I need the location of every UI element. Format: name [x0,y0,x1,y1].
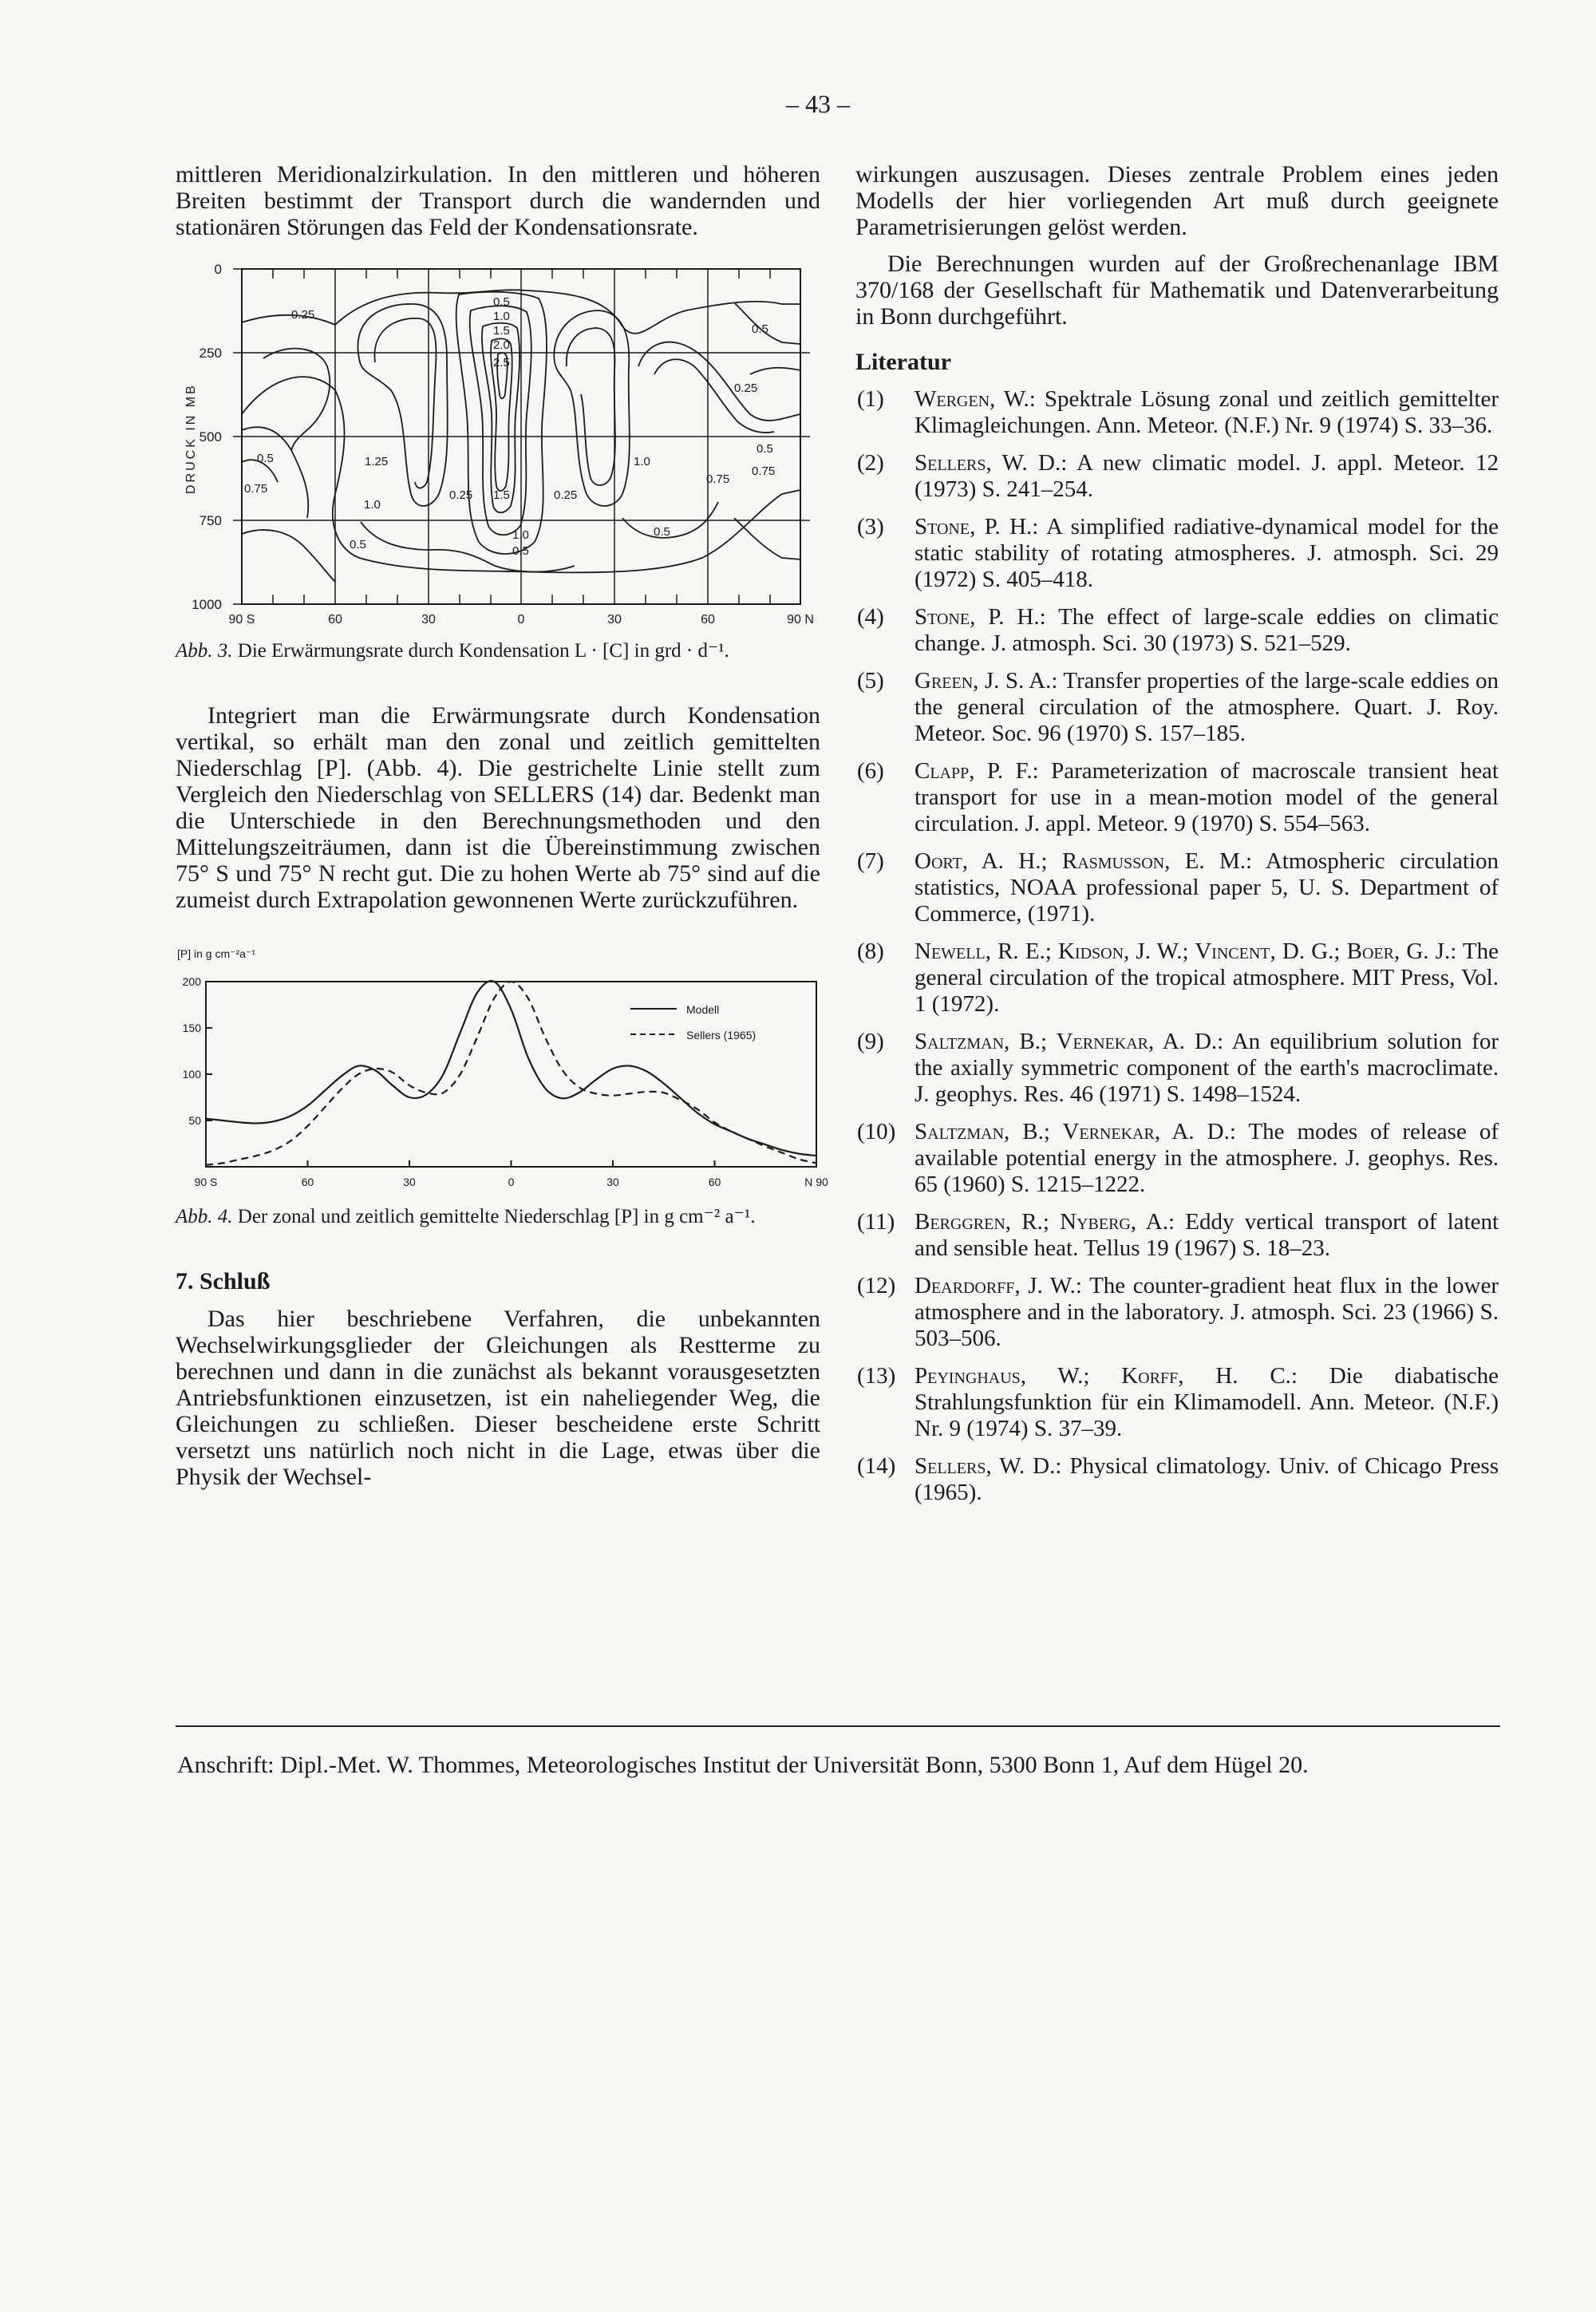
reference-number: (7) [857,848,884,874]
contour-label: 0.75 [706,472,730,486]
reference-text: Die diabatische Strahlungsfunktion für ein Klimamodell. Ann. Meteor. (N.F.) Nr. 9 (1974) S. 37–39. [915,1363,1499,1441]
y-tick-label: 500 [199,429,222,445]
reference-number: (6) [857,758,884,784]
legend-label: Modell [686,1003,720,1016]
reference-text: The counter-gradient heat flux in the lower atmosphere and in the laboratory. J. atmosph. Sci. 23 (1966) S. 503–506. [915,1273,1499,1351]
reference-text: The general circulation of the tropical atmosphere. MIT Press, Vol. 1 (1972). [915,939,1499,1017]
reference-text: The effect of large-scale eddies on climatic change. J. atmosph. Sci. 30 (1973) S. 521–529. [915,604,1499,656]
reference-list [855,386,1499,1506]
contour-label: 0.75 [752,464,776,478]
reference-item [855,514,1499,593]
caption-label: Abb. 4. [176,1206,233,1227]
contour-label: 1.5 [493,324,510,338]
reference-author: Oort, A. H.; Rasmusson, E. M.: [915,848,1253,874]
reference-number: (5) [857,668,884,694]
y-tick-label: 150 [182,1022,201,1034]
reference-item [855,1209,1499,1262]
x-tick-label: 0 [517,613,525,626]
reference-author: Newell, R. E.; Kidson, J. W.; Vincent, D. G.; Boer, G. J.: [915,939,1457,964]
reference-author: Saltzman, B.; Vernekar, A. D.: [915,1029,1224,1054]
contour-label: 2.0 [493,338,510,352]
reference-text: An equilibrium solution for the axially symmetric component of the earth's macroclimate. J. geophys. Res. 46 (1971) S. 1498–1524. [915,1029,1499,1107]
contour-label: 0.75 [244,482,268,496]
x-tick-label: 60 [328,613,342,626]
y-tick-label: 200 [182,975,201,988]
figure-4-caption [176,1206,820,1228]
reference-author: Saltzman, B.; Vernekar, A. D.: [915,1119,1236,1144]
reference-number: (11) [857,1209,895,1235]
reference-text: The modes of release of available potential energy in the atmosphere. J. geophys. Res. 65 (1960) S. 1215–1222. [915,1119,1499,1197]
figure-3 [176,255,820,662]
y-tick-label: 100 [182,1068,201,1081]
x-tick-label: 90 N [787,613,814,626]
reference-item [855,450,1499,503]
reference-number: (8) [857,939,884,964]
paragraph: Die Berechnungen wurden auf der Großrechenanlage IBM 370/168 der Gesellschaft für Mathematik und Datenverarbeitung in Bonn durchgeführt. [855,251,1499,330]
reference-item [855,1273,1499,1352]
y-tick-label: 250 [199,346,222,361]
x-tick-label: 30 [606,1176,619,1188]
reference-author: Sellers, W. D.: [915,450,1068,476]
reference-number: (4) [857,604,884,630]
reference-text: Transfer properties of the large-scale eddies on the general circulation of the atmosphere. Quart. J. Roy. Meteor. Soc. 96 (1970) S. 157–185. [915,668,1499,746]
caption-label: Abb. 3. [176,640,233,662]
y-tick-label: 50 [188,1114,201,1127]
contour-label: 0.5 [493,295,510,309]
x-tick-label: 30 [607,613,622,626]
legend-label: Sellers (1965) [686,1029,757,1041]
reference-item [855,848,1499,927]
x-tick-label: 60 [301,1176,314,1188]
figure-3-caption [176,640,820,662]
reference-author: Sellers, W. D.: [915,1453,1062,1479]
contour-label: 1.0 [493,310,510,323]
x-tick-label: 90 S [228,613,255,626]
reference-number: (1) [857,386,884,412]
contour-label: 0.5 [757,442,773,456]
reference-author: Green, J. S. A.: [915,668,1058,694]
reference-author: Clapp, P. F.: [915,758,1039,784]
precipitation-chart [176,942,828,1197]
x-tick-label: 60 [701,613,715,626]
reference-text: Parameterization of macroscale transient heat transport for use in a mean-motion model of the general circulation. J. appl. Meteor. 9 (1970) S. 554–563. [915,758,1499,836]
paragraph: Das hier beschriebene Verfahren, die unbekannten Wechselwirkungsglieder der Gleichungen als Restterme zu berechnen und dann in die zunächst als bekannt vorausgesetzten Antriebsfunktionen einzusetzen, ist ein naheliegender Weg, die Gleichungen zu schließen. Dieser bescheidene erste Schritt versetzt uns natürlich noch nicht in die Lage, etwas über die Physik der Wechsel- [176,1306,820,1490]
reference-text: Atmospheric circulation statistics, NOAA professional paper 5, U. S. Department of Commerce, (1971). [915,848,1499,927]
reference-item [855,604,1499,657]
contour-label: 0.5 [752,322,768,336]
left-column [176,161,828,1500]
chart-legend [630,1003,756,1041]
reference-author: Berggren, R.; Nyberg, A.: [915,1209,1175,1235]
reference-number: (13) [857,1363,896,1389]
reference-item [855,758,1499,837]
reference-number: (9) [857,1029,884,1054]
x-tick-label: 0 [508,1176,515,1188]
series-line-modell [206,981,816,1156]
contour-label: 0.5 [257,452,274,465]
reference-number: (12) [857,1273,896,1298]
reference-item [855,1453,1499,1506]
x-tick-label: 90 S [194,1176,218,1188]
reference-number: (3) [857,514,884,539]
x-tick-label: 30 [403,1176,416,1188]
figure-4 [176,942,828,1228]
reference-number: (10) [857,1119,896,1144]
chart-y-label: [P] in g cm⁻²a⁻¹ [177,947,256,960]
section-title: 7. Schluß [176,1268,271,1294]
contour-label: 0.25 [449,488,473,502]
paragraph: wirkungen auszusagen. Dieses zentrale Problem eines jeden Modells der hier vorliegenden Art muß durch geeignete Parametrisierungen gelöst werden. [855,161,1499,240]
reference-item [855,1363,1499,1442]
y-tick-label: 0 [214,262,222,277]
contour-label: 0.5 [654,525,670,539]
author-address: Anschrift: Dipl.-Met. W. Thommes, Meteorologisches Institut der Universität Bonn, 5300 Bonn 1, Auf dem Hügel 20. [177,1752,1309,1778]
reference-text: Spektrale Lösung zonal und zeitlich gemittelter Klimagleichungen. Ann. Meteor. (N.F.) Nr. 9 (1974) S. 33–36. [915,386,1499,438]
contour-label: 0.25 [734,381,758,395]
reference-number: (2) [857,450,884,476]
reference-author: Peyinghaus, W.; Korff, H. C.: [915,1363,1298,1389]
y-axis-label: DRUCK IN MB [184,383,198,494]
reference-author: Deardorff, J. W.: [915,1273,1082,1298]
y-tick-label: 750 [199,513,222,528]
paragraph: mittleren Meridionalzirkulation. In den mittleren und höheren Breiten bestimmt der Transport durch die wandernden und stationären Störungen das Feld der Kondensationsrate. [176,161,820,240]
reference-number: (14) [857,1453,896,1479]
reference-author: Stone, P. H.: [915,604,1046,630]
contour-label: 1.0 [634,455,650,468]
contour-label: 0.5 [350,538,366,551]
reference-item [855,1119,1499,1198]
contour-label: 0.5 [512,544,529,558]
x-tick-label: 60 [708,1176,721,1188]
x-tick-label: 30 [421,613,436,626]
contour-label: 0.25 [554,488,578,502]
right-column [855,161,1499,1517]
reference-author: Stone, P. H.: [915,514,1039,539]
contour-label: 0.25 [291,308,315,322]
footer-rule [176,1725,1500,1727]
page-number: – 43 – [786,89,850,118]
reference-author: Wergen, W.: [915,386,1036,412]
reference-item [855,386,1499,439]
contour-label: 1.0 [364,498,381,512]
contour-label: 1.5 [493,488,510,502]
reference-item [855,1029,1499,1108]
reference-item [855,939,1499,1018]
reference-text: A new climatic model. J. appl. Meteor. 12 (1973) S. 241–254. [915,450,1499,502]
reference-text: Eddy vertical transport of latent and sensible heat. Tellus 19 (1967) S. 18–23. [915,1209,1499,1261]
references-title: Literatur [855,349,951,375]
contour-label: 1.0 [512,528,529,542]
contour-plot [176,255,820,630]
y-tick-label: 1000 [192,597,222,612]
caption-text: Der zonal und zeitlich gemittelte Niederschlag [P] in g cm⁻² a⁻¹. [237,1206,756,1227]
contour-label: 1.25 [365,455,389,468]
x-tick-label: N 90 [804,1176,828,1188]
reference-text: A simplified radiative-dynamical model for the static stability of rotating atmospheres. J. atmosph. Sci. 29 (1972) S. 405–418. [915,514,1499,592]
paragraph: Integriert man die Erwärmungsrate durch Kondensation vertikal, so erhält man den zonal und zeitlich gemittelten Niederschlag [P]. (Abb. 4). Die gestrichelte Linie stellt zum Vergleich den Niederschlag von SELLERS (14) dar. Bedenkt man die Unterschiede in den Berechnungsmethoden und den Mittelungszeiträumen, dann ist die Übereinstimmung zwischen 75° S und 75° N recht gut. Die zu hohen Werte ab 75° sind auf die zumeist durch Extrapolation gewonnenen Werte zurückzuführen. [176,702,820,913]
caption-text: Die Erwärmungsrate durch Kondensation L · [C] in grd · d⁻¹. [237,640,729,662]
contour-label: 2.5 [493,356,510,370]
reference-item [855,668,1499,747]
reference-text: Physical climatology. Univ. of Chicago Press (1965). [915,1453,1499,1505]
